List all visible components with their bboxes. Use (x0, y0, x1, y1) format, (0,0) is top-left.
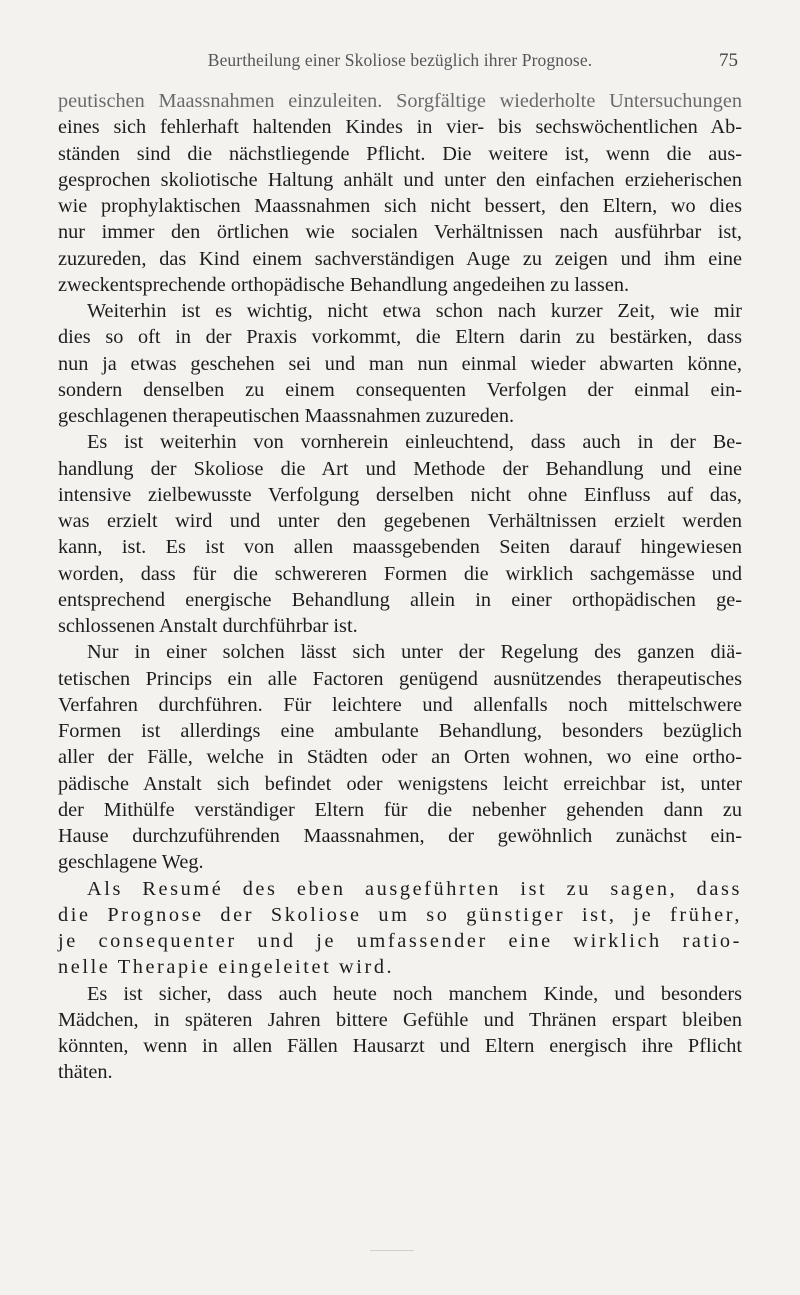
text-line: entsprechend energische Behandlung allein in einer orthopädischen ge- (58, 588, 742, 611)
bottom-divider (370, 1250, 414, 1251)
emphasized-line: die Prognose der Skoliose um so günstiger ist, je früher, (58, 903, 742, 926)
text-line: intensive zielbewusste Verfolgung derselben nicht ohne Einfluss auf das, (58, 483, 742, 506)
text-line: was erzielt wird und unter den gegebenen Verhältnissen erzielt werden (58, 510, 742, 532)
text-line: könnten, wenn in allen Fällen Hausarzt und Eltern energisch ihre Pflicht (58, 1035, 742, 1057)
text-line: sondern denselben zu einem consequenten Verfolgen der einmal ein- (58, 378, 742, 401)
text-line: Es ist weiterhin von vornherein einleuchtend, dass auch in der Be- (87, 431, 742, 454)
text-line: zuzureden, das Kind einem sachverständigen Auge zu zeigen und ihm eine (58, 247, 742, 270)
text-line: nur immer den örtlichen wie socialen Verhältnissen nach ausführbar ist, (58, 221, 742, 244)
text-line: worden, dass für die schwereren Formen die wirklich sachgemässe und (58, 562, 742, 585)
text-line: thäten. (58, 1061, 113, 1084)
emphasized-line: Als Resumé des eben ausgeführten ist zu sagen, dass (87, 877, 742, 900)
text-line: Formen ist allerdings eine ambulante Behandlung, besonders bezüglich (58, 720, 742, 742)
text-line: wie prophylaktischen Maassnahmen sich nicht bessert, den Eltern, wo dies (58, 195, 742, 217)
text-line: zweckentsprechende orthopädische Behandlung angedeihen zu lassen. (58, 273, 630, 296)
text-line: kann, ist. Es ist von allen maassgebenden Seiten darauf hingewiesen (58, 536, 742, 559)
text-line: ständen sind die nächstliegende Pflicht. Die weitere ist, wenn die aus- (58, 142, 742, 165)
page-number: 75 (719, 50, 738, 71)
text-line: handlung der Skoliose die Art und Methode der Behandlung und eine (58, 457, 742, 480)
text-line: peutischen Maassnahmen einzuleiten. Sorgfältige wiederholte Untersuchungen (58, 90, 742, 112)
text-line: Verfahren durchführen. Für leichtere und allenfalls noch mittelschwere (58, 693, 742, 716)
text-line: pädische Anstalt sich befindet oder wenigstens leicht erreichbar ist, unter (58, 772, 742, 795)
text-line: eines sich fehlerhaft haltenden Kindes in vier- bis sechswöchentlichen Ab- (58, 116, 742, 139)
emphasized-line: je consequenter und je umfassender eine wirklich ratio- (58, 930, 742, 952)
text-line: schlossenen Anstalt durchführbar ist. (58, 615, 358, 637)
text-line: Hause durchzuführenden Maassnahmen, der gewöhnlich zunächst ein- (58, 825, 742, 847)
text-line: der Mithülfe verständiger Eltern für die nebenher gehenden dann zu (58, 798, 742, 821)
text-line: Mädchen, in späteren Jahren bittere Gefühle und Thränen erspart bleiben (58, 1008, 742, 1031)
body-text (58, 88, 742, 1086)
text-line: aller der Fälle, welche in Städten oder an Orten wohnen, wo eine ortho- (58, 746, 742, 769)
text-line: Nur in einer solchen lässt sich unter der Regelung des ganzen diä- (87, 641, 742, 664)
text-line: dies so oft in der Praxis vorkommt, die Eltern darin zu bestärken, dass (58, 326, 742, 349)
page-header (0, 50, 800, 80)
text-line: nun ja etwas geschehen sei und man nun einmal wieder abwarten könne, (58, 352, 742, 375)
text-line: gesprochen skoliotische Haltung anhält und unter den einfachen erzieherischen (58, 168, 742, 191)
running-title: Beurtheilung einer Skoliose bezüglich ihrer Prognose. (207, 50, 593, 70)
text-line: geschlagenen therapeutischen Maassnahmen zuzureden. (58, 405, 515, 427)
text-line: tetischen Princips ein alle Factoren genügend ausnützendes therapeutisches (58, 667, 742, 690)
text-line: Es ist sicher, dass auch heute noch manchem Kinde, und besonders (87, 982, 742, 1005)
text-line: Weiterhin ist es wichtig, nicht etwa schon nach kurzer Zeit, wie mir (87, 300, 742, 322)
emphasized-line: nelle Therapie eingeleitet wird. (58, 956, 395, 979)
text-line: geschlagene Weg. (58, 851, 204, 874)
